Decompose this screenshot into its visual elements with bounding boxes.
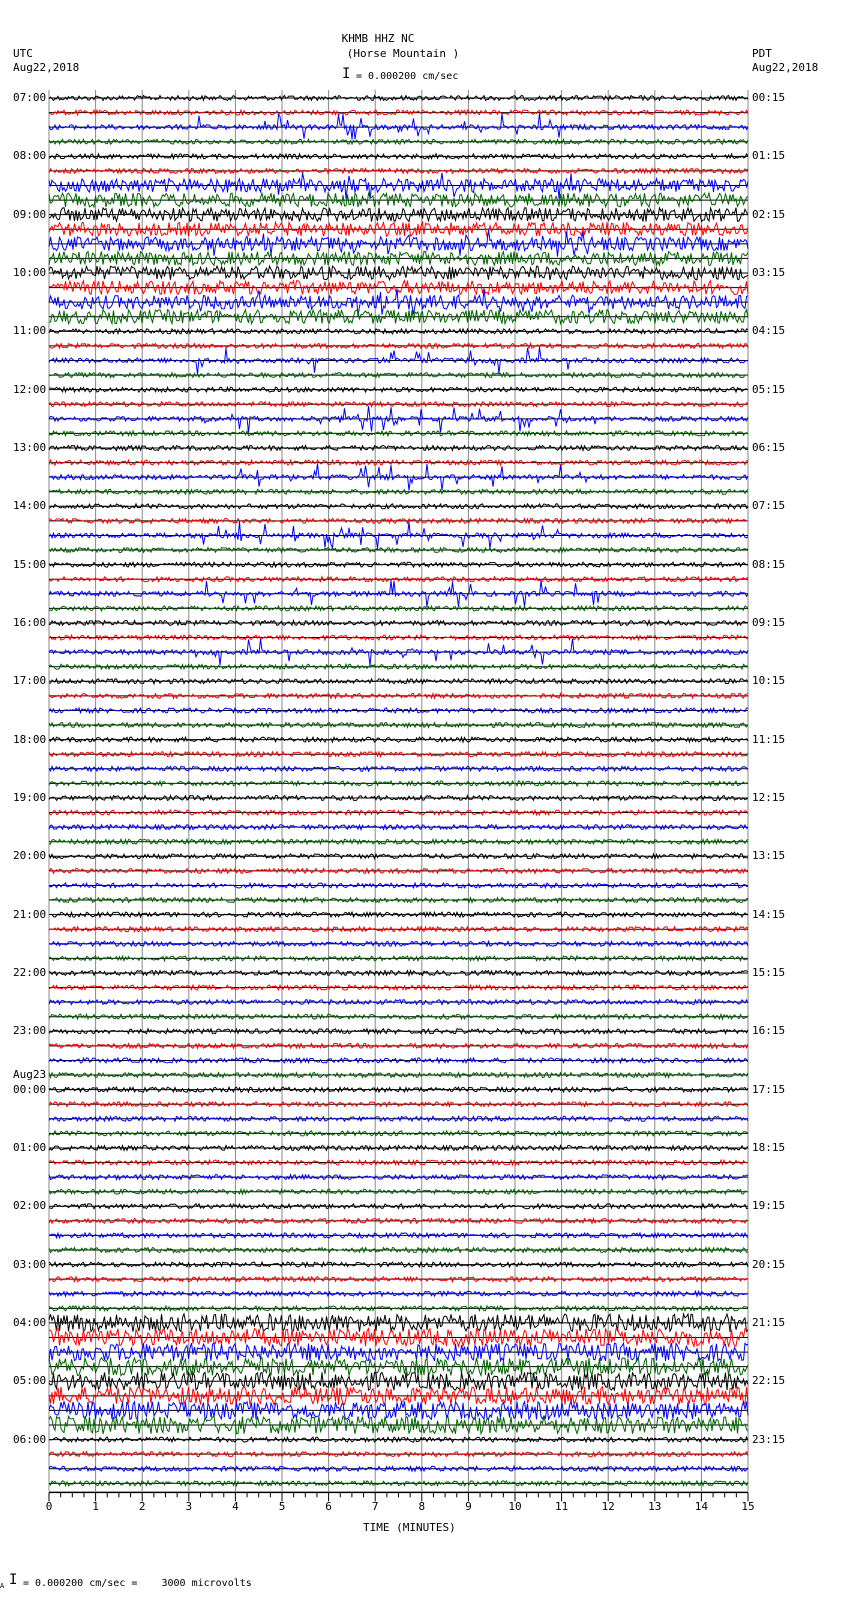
utc-hour-label: 02:00 — [13, 1199, 47, 1213]
pdt-hour-label: 06:15 — [752, 440, 786, 454]
pdt-hour-label: 08:15 — [752, 557, 786, 571]
x-tick-label: 7 — [371, 1500, 379, 1514]
utc-hour-label: 14:00 — [13, 499, 47, 513]
seismic-trace — [49, 113, 748, 139]
pdt-hour-label: 18:15 — [752, 1140, 786, 1154]
utc-hour-label: 07:00 — [13, 91, 47, 104]
x-tick-label: 15 — [741, 1500, 755, 1514]
utc-hour-label: 10:00 — [13, 265, 47, 279]
pdt-hour-label: 09:15 — [752, 615, 786, 629]
utc-hour-label: 03:00 — [13, 1257, 47, 1271]
utc-hour-label: 18:00 — [13, 732, 47, 746]
utc-hour-label: 12:00 — [13, 382, 47, 396]
pdt-hour-label: 21:15 — [752, 1315, 786, 1329]
x-axis-label: TIME (MINUTES) — [363, 1521, 456, 1534]
pdt-hour-label: 05:15 — [752, 382, 786, 396]
seismic-trace — [49, 723, 748, 728]
utc-hour-label: 16:00 — [13, 615, 47, 629]
right-timezone: PDT — [752, 47, 772, 60]
utc-hour-label: 08:00 — [13, 149, 47, 163]
pdt-hour-label: 02:15 — [752, 207, 786, 221]
x-tick-label: 1 — [92, 1500, 99, 1514]
x-tick-label: 10 — [508, 1500, 522, 1514]
pdt-hour-label: 16:15 — [752, 1024, 786, 1038]
pdt-hour-label: 17:15 — [752, 1082, 786, 1096]
utc-hour-label: 15:00 — [13, 557, 47, 571]
utc-hour-label: 00:00 — [13, 1082, 47, 1096]
utc-hour-label: 11:00 — [13, 324, 47, 338]
footer-scale-bar-icon: I — [9, 1572, 18, 1588]
utc-hour-label: 22:00 — [13, 965, 47, 979]
left-date: Aug22,2018 — [13, 61, 80, 74]
pdt-hour-label: 04:15 — [752, 324, 786, 338]
pdt-hour-label: 19:15 — [752, 1199, 786, 1213]
x-tick-label: 9 — [465, 1500, 472, 1514]
utc-hour-label: 01:00 — [13, 1140, 47, 1154]
x-tick-label: 3 — [185, 1500, 193, 1514]
utc-hour-label: 23:00 — [13, 1024, 47, 1038]
pdt-hour-label: 11:15 — [752, 732, 786, 746]
x-tick-label: 8 — [418, 1500, 426, 1514]
pdt-hour-label: 03:15 — [752, 265, 786, 279]
left-timezone: UTC — [13, 47, 33, 60]
x-tick-label: 2 — [138, 1500, 146, 1514]
utc-hour-label: 05:00 — [13, 1374, 47, 1388]
pdt-hour-label: 07:15 — [752, 499, 786, 513]
utc-hour-label: 20:00 — [13, 849, 47, 863]
pdt-hour-label: 12:15 — [752, 790, 786, 804]
x-tick-label: 6 — [325, 1500, 332, 1514]
pdt-hour-label: 14:15 — [752, 907, 786, 921]
footer-scale-text: = 0.000200 cm/sec = 3000 microvolts — [23, 1578, 252, 1589]
utc-hour-label: 09:00 — [13, 207, 47, 221]
utc-hour-label: 21:00 — [13, 907, 47, 921]
x-tick-label: 11 — [554, 1500, 569, 1514]
utc-hour-label: 19:00 — [13, 790, 47, 804]
scale-bar-icon: I — [342, 66, 351, 82]
station-title: KHMB HHZ NC — [341, 32, 415, 45]
utc-hour-label: 17:00 — [13, 674, 47, 688]
pdt-hour-label: 20:15 — [752, 1257, 786, 1271]
date-change-label: Aug23 — [13, 1067, 47, 1081]
footer-mark: A — [0, 1582, 5, 1590]
pdt-hour-label: 22:15 — [752, 1374, 786, 1388]
seismic-trace — [49, 406, 748, 433]
pdt-hour-label: 00:15 — [752, 91, 786, 104]
right-date: Aug22,2018 — [752, 61, 819, 74]
x-tick-label: 12 — [601, 1500, 615, 1514]
pdt-hour-label: 01:15 — [752, 149, 786, 163]
utc-hour-label: 04:00 — [13, 1315, 47, 1329]
station-location: (Horse Mountain ) — [346, 47, 460, 60]
x-tick-label: 14 — [694, 1500, 709, 1514]
utc-hour-label: 06:00 — [13, 1432, 47, 1446]
x-tick-label: 13 — [648, 1500, 662, 1514]
x-tick-label: 0 — [45, 1500, 53, 1514]
pdt-hour-label: 23:15 — [752, 1432, 786, 1446]
seismic-trace — [49, 230, 748, 257]
utc-hour-label: 13:00 — [13, 440, 47, 454]
pdt-hour-label: 13:15 — [752, 849, 786, 863]
pdt-hour-label: 10:15 — [752, 674, 786, 688]
x-tick-label: 5 — [278, 1500, 286, 1514]
pdt-hour-label: 15:15 — [752, 965, 786, 979]
x-tick-label: 4 — [232, 1500, 239, 1514]
scale-text: = 0.000200 cm/sec — [356, 71, 459, 82]
